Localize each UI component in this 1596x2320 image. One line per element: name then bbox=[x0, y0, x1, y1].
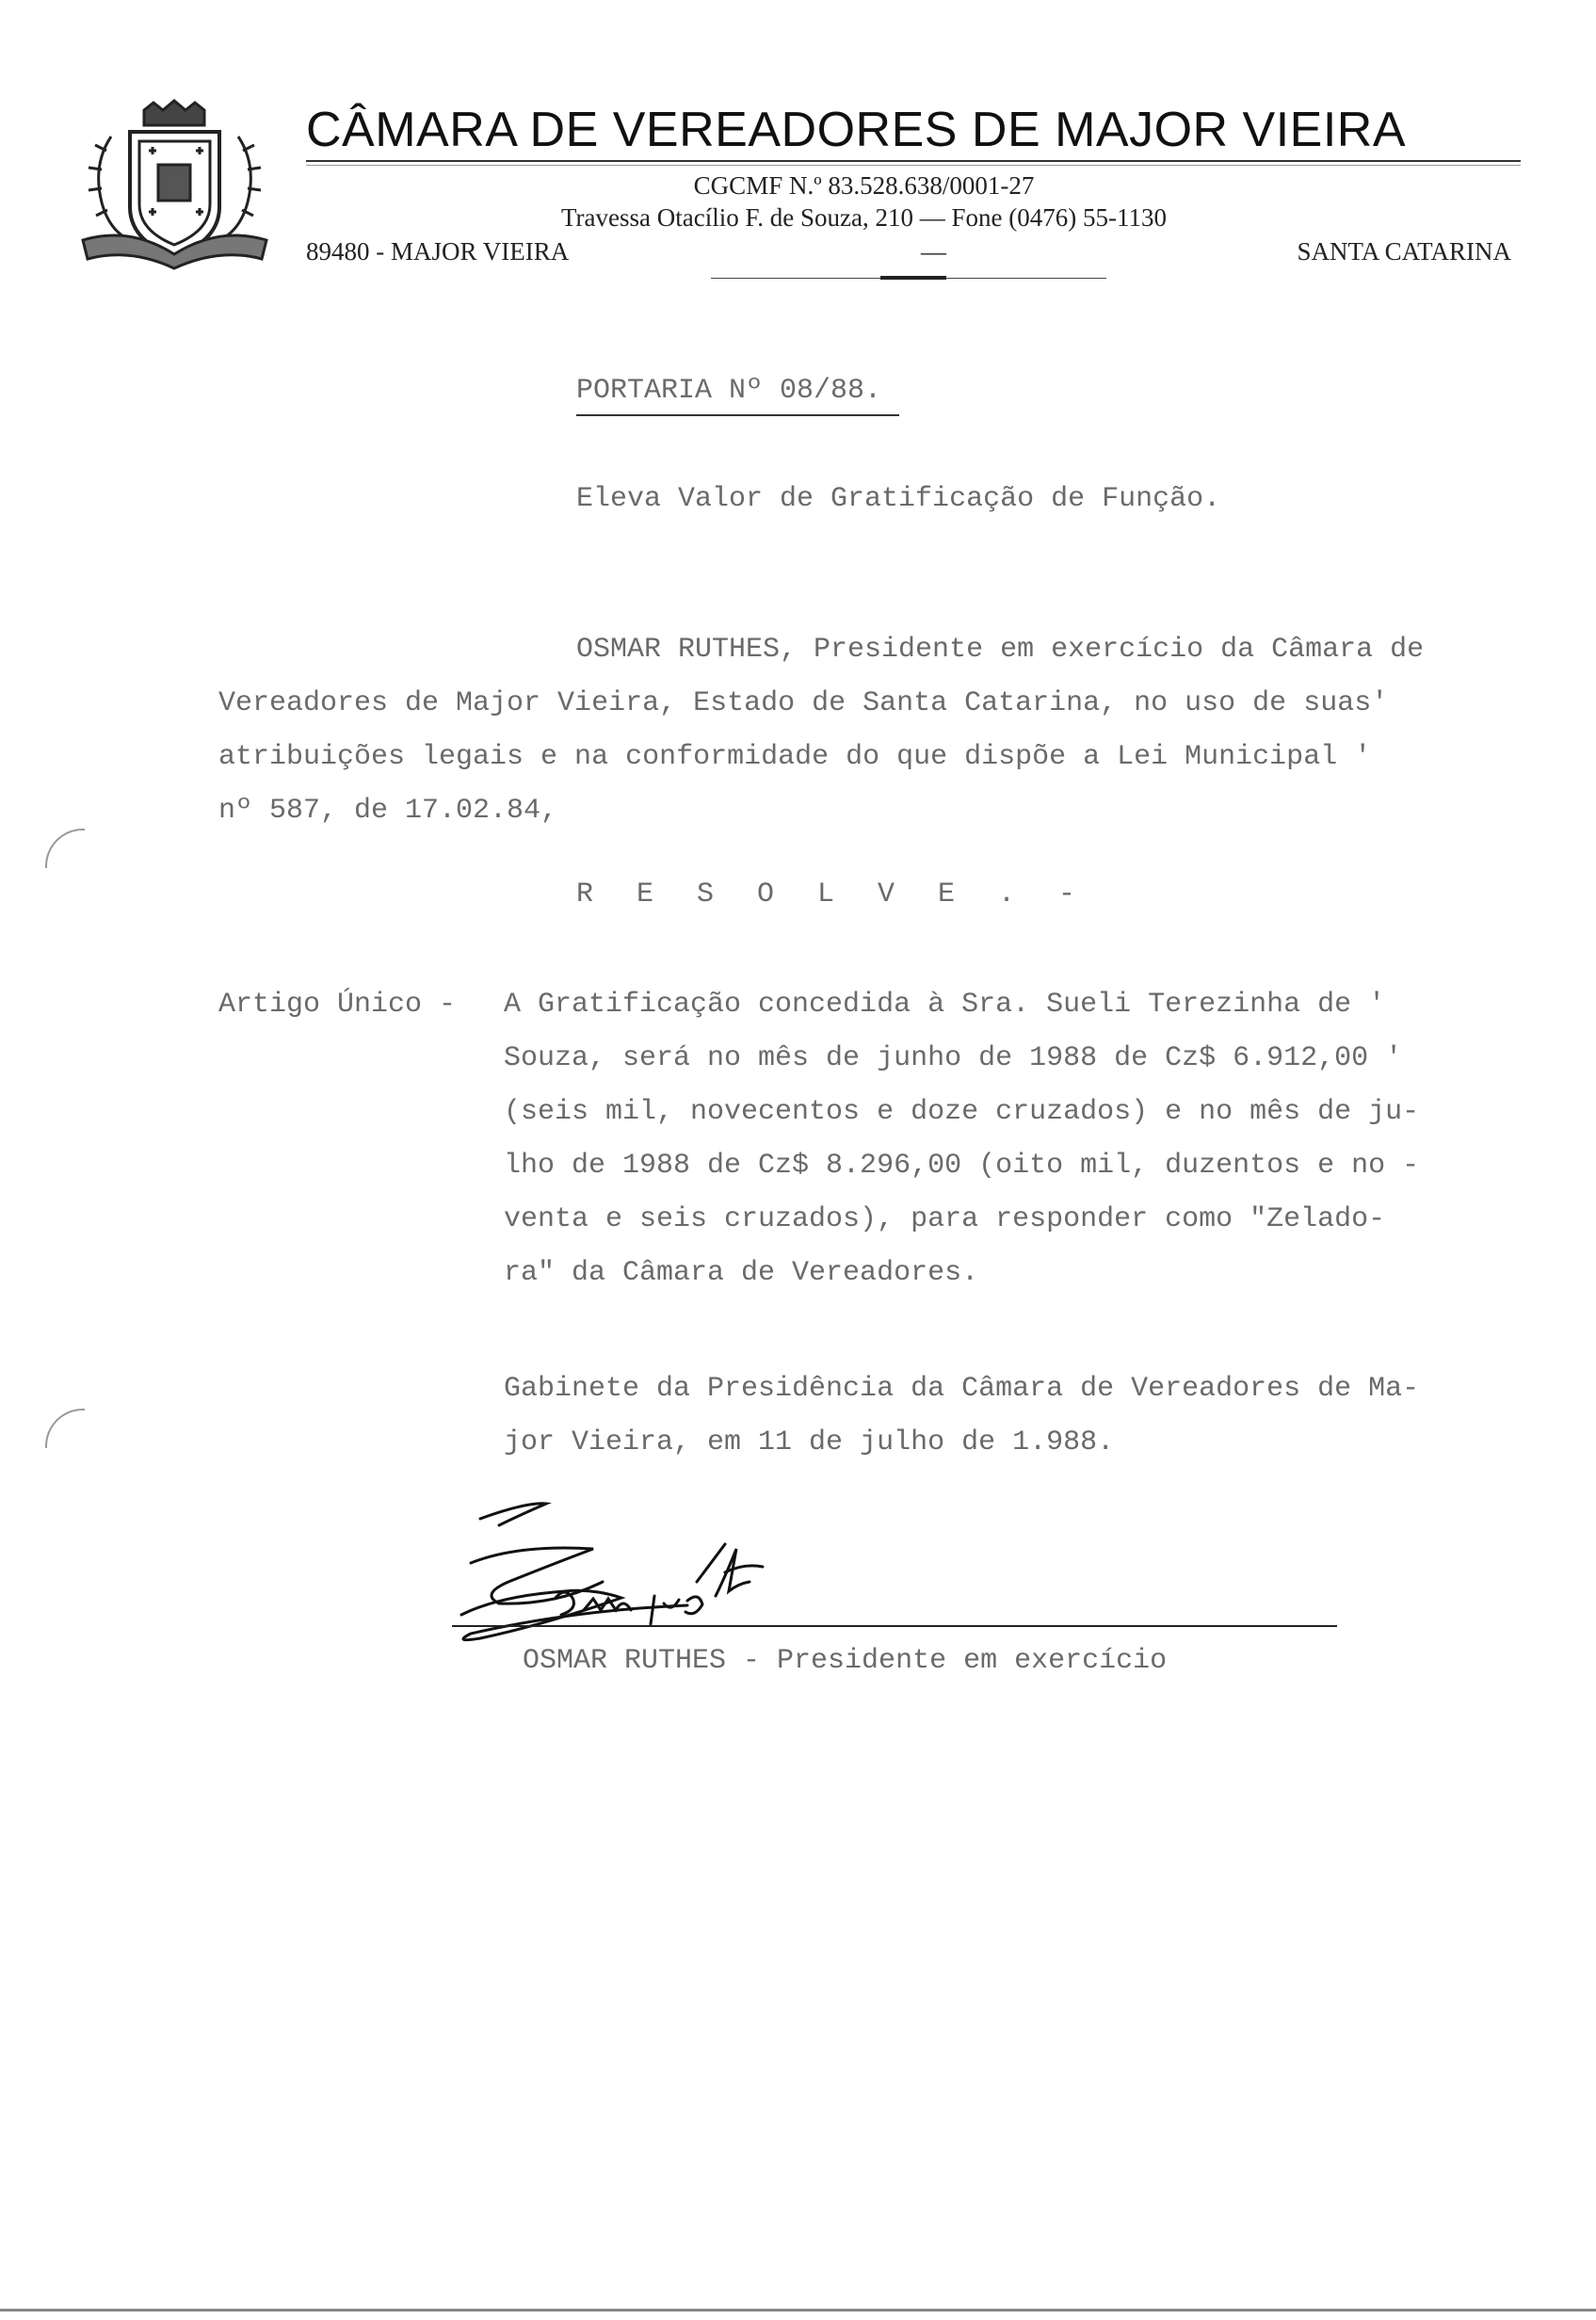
article-line: (seis mil, novecentos e doze cruzados) e no mês de ju- bbox=[504, 1096, 1420, 1128]
header-divider-thin bbox=[306, 165, 1521, 166]
preamble-line: Vereadores de Major Vieira, Estado de Santa Catarina, no uso de suas' bbox=[218, 687, 1389, 719]
article-line: A Gratificação concedida à Sra. Sueli Terezinha de ' bbox=[504, 989, 1386, 1021]
article-label: Artigo Único - bbox=[218, 989, 457, 1021]
address-line: Travessa Otacílio F. de Souza, 210 — Fone (0476) 55-1130 bbox=[560, 203, 1168, 232]
page-edge bbox=[0, 2309, 1596, 2312]
portaria-underline bbox=[576, 414, 899, 416]
header-underline-bold bbox=[880, 276, 946, 280]
preamble-line: nº 587, de 17.02.84, bbox=[218, 795, 558, 827]
preamble-line: OSMAR RUTHES, Presidente em exercício da Câmara de bbox=[576, 634, 1425, 666]
header-divider bbox=[306, 160, 1521, 162]
ementa: Eleva Valor de Gratificação de Função. bbox=[576, 483, 1221, 515]
article-line: lho de 1988 de Cz$ 8.296,00 (oito mil, duzentos e no - bbox=[504, 1150, 1420, 1182]
signature-icon bbox=[443, 1492, 876, 1652]
closing-line: Gabinete da Presidência da Câmara de Vereadores de Ma- bbox=[504, 1373, 1420, 1405]
article-body bbox=[504, 989, 1521, 1328]
signatory-name: OSMAR RUTHES - Presidente em exercício bbox=[523, 1645, 1168, 1677]
city-line: 89480 - MAJOR VIEIRA bbox=[306, 237, 570, 266]
institution-title: CÂMARA DE VEREADORES DE MAJOR VIEIRA bbox=[306, 103, 1407, 157]
punch-hole-mark bbox=[45, 1409, 85, 1448]
signature-line bbox=[452, 1625, 1337, 1627]
preamble-line: atribuições legais e na conformidade do que dispõe a Lei Municipal ' bbox=[218, 741, 1372, 773]
article-line: Souza, será no mês de junho de 1988 de Cz$ 6.912,00 ' bbox=[504, 1042, 1403, 1074]
header-dash: — bbox=[921, 237, 946, 266]
closing-line: jor Vieira, em 11 de julho de 1.988. bbox=[504, 1426, 1115, 1458]
resolve-heading: R E S O L V E . - bbox=[576, 878, 1089, 910]
article-line: ra" da Câmara de Vereadores. bbox=[504, 1257, 979, 1289]
portaria-number: PORTARIA Nº 08/88. bbox=[576, 375, 882, 407]
state-line: SANTA CATARINA bbox=[1297, 237, 1511, 266]
preamble bbox=[218, 623, 1518, 849]
closing bbox=[504, 1373, 1521, 1486]
article-line: venta e seis cruzados), para responder como "Zelado- bbox=[504, 1203, 1386, 1235]
cgc-number: CGCMF N.º 83.528.638/0001-27 bbox=[693, 171, 1035, 200]
punch-hole-mark bbox=[45, 829, 85, 868]
